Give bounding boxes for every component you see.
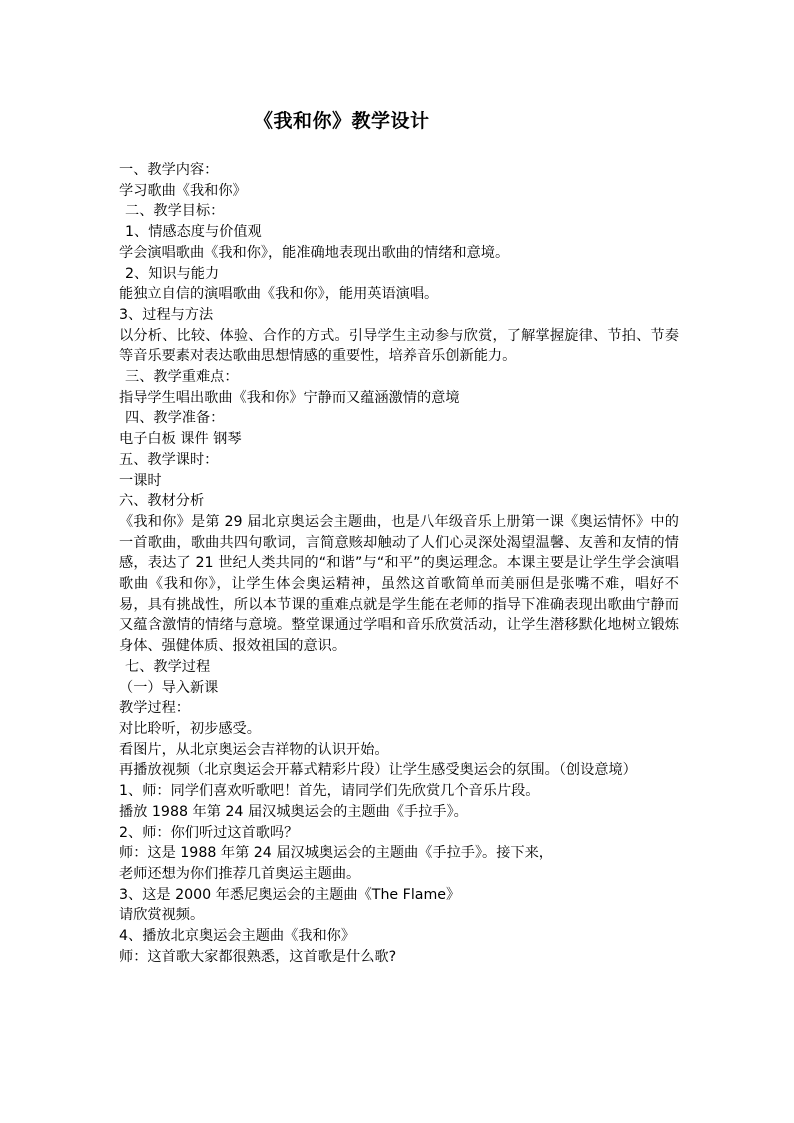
paragraph: 《我和你》是第 29 届北京奥运会主题曲，也是八年级音乐上册第一课《奥运情怀》中的一首歌曲，歌曲共四句歌词，言简意赅却触动了人们心灵深处渴望温馨、友善和友情的情感，表达了 21 世纪人类共同的“和谐”与“和平”的奥运理念。本课主要是让学生学会演唱歌曲《我和你》，让学生体会奥运精神，虽然这首歌简单而美丽但是张嘴不难，唱好不易，具有挑战性，所以本节课的重难点就是学生能在老师的指导下准确表现出歌曲宁静而又蕴含激情的情绪与意境。整堂课通过学唱和音乐欣赏活动，让学生潜移默化地树立锻炼身体、强健体质、报效祖国的意识。: [119, 513, 679, 655]
paragraph: 指导学生唱出歌曲《我和你》宁静而又蕴涵激情的意境: [119, 389, 460, 406]
section-heading: 七、教学过程: [125, 658, 211, 675]
paragraph: 请欣赏视频。: [119, 907, 205, 924]
subsection-heading: 1、情感态度与价值观: [125, 224, 262, 241]
paragraph: 学会演唱歌曲《我和你》，能准确地表现出歌曲的情绪和意境。: [119, 244, 510, 261]
paragraph: 播放 1988 年第 24 届汉城奥运会的主题曲《手拉手》。: [119, 803, 468, 820]
document-body: [119, 160, 679, 967]
section-heading: 四、教学准备：: [125, 410, 225, 427]
paragraph: 教学过程：: [119, 700, 190, 717]
paragraph: 4、播放北京奥运会主题曲《我和你》: [119, 928, 356, 945]
document-title: 《我和你》教学设计: [254, 110, 430, 132]
paragraph: 对比聆听，初步感受。: [119, 720, 261, 737]
section-heading: 五、教学课时：: [119, 451, 219, 468]
paragraph: 再播放视频（北京奥运会开幕式精彩片段）让学生感受奥运会的氛围。（创设意境）: [119, 762, 637, 779]
paragraph: 学习歌曲《我和你》: [119, 182, 247, 199]
paragraph: 老师还想为你们推荐几首奥运主题曲。: [119, 865, 361, 882]
paragraph: 看图片，从北京奥运会吉祥物的认识开始。: [119, 741, 389, 758]
paragraph: 电子白板 课件 钢琴: [119, 431, 242, 448]
subsection-heading: （一）导入新课: [119, 679, 219, 696]
paragraph: 师：这是 1988 年第 24 届汉城奥运会的主题曲《手拉手》。接下来，: [119, 845, 553, 862]
paragraph: 师：这首歌大家都很熟悉，这首歌是什么歌?: [119, 948, 397, 965]
paragraph: 1、师：同学们喜欢听歌吧！首先，请同学们先欣赏几个音乐片段。: [119, 783, 540, 800]
subsection-heading: 2、知识与能力: [125, 265, 220, 282]
section-heading: 一、教学内容：: [119, 162, 219, 178]
section-heading: 三、教学重难点：: [125, 369, 239, 386]
subsection-heading: 3、过程与方法: [119, 306, 214, 323]
section-heading: 二、教学目标：: [125, 203, 225, 220]
paragraph: 一课时: [119, 472, 162, 489]
paragraph: 以分析、比较、体验、合作的方式。引导学生主动参与欣赏，了解掌握旋律、节拍、节奏等音乐要素对表达歌曲思想情感的重要性，培养音乐创新能力。: [119, 327, 679, 365]
paragraph: 能独立自信的演唱歌曲《我和你》，能用英语演唱。: [119, 286, 439, 303]
paragraph: 3、这是 2000 年悉尼奥运会的主题曲《The Flame》: [119, 886, 461, 903]
paragraph: 2、师：你们听过这首歌吗？: [119, 824, 299, 841]
section-heading: 六、教材分析: [119, 493, 205, 510]
